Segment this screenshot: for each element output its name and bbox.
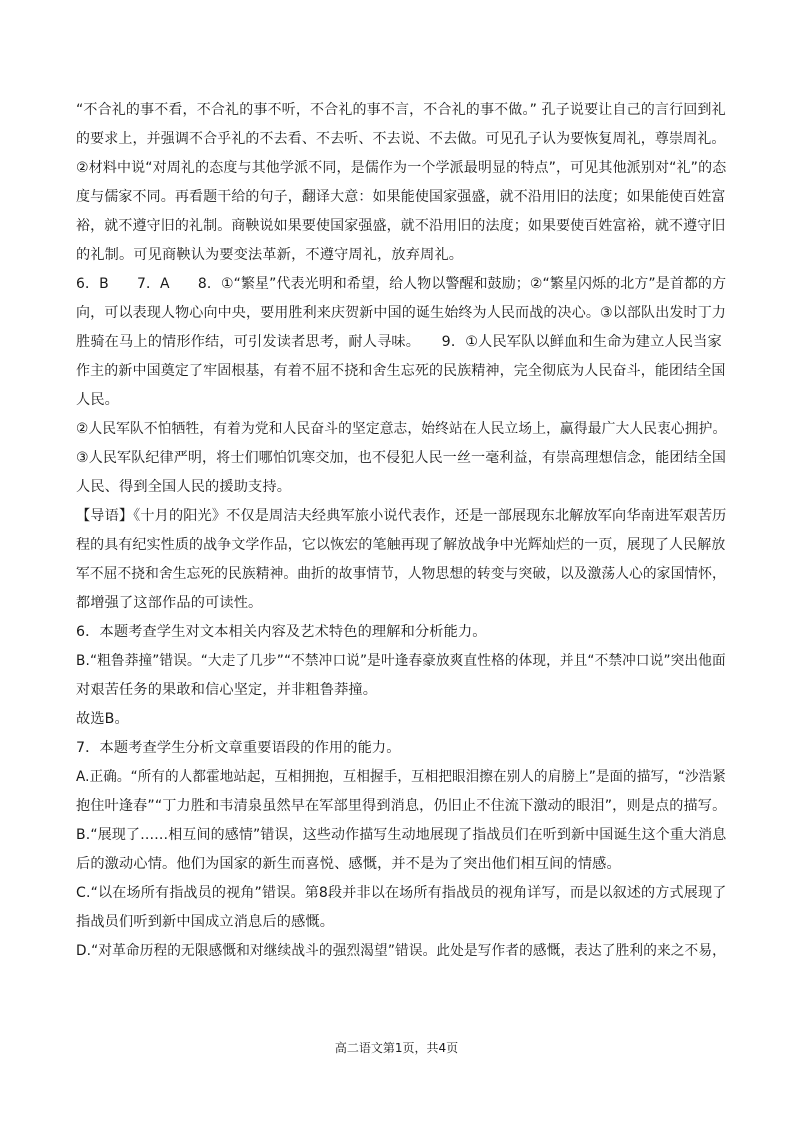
text-line: 后的激动心情。他们为国家的新生而喜悦、感慨，并不是为了突出他们相互间的情感。 <box>76 856 621 872</box>
text-line: B.“展现了……相互间的感情”错误，这些动作描写生动地展现了指战员们在听到新中国诞生这个重大消息 <box>76 827 727 843</box>
guide-line: 【导语】《十月的阳光》不仅是周洁夫经典军旅小说代表作，还是一部展现东北解放军向华南进军艰苦历 <box>76 508 727 524</box>
answer-text-body <box>76 96 726 966</box>
text-line: 人民、得到全国人民的援助支持。 <box>76 479 292 495</box>
text-line: B.“粗鲁莽撞”错误。“大走了几步”“不禁冲口说”是叶逢春豪放爽直性格的体现，并且“不禁冲口说”突出他面 <box>76 653 726 669</box>
text-line: A.正确。“所有的人都霍地站起，互相拥抱，互相握手，互相把眼泪擦在别人的肩膀上”是面的描写，“沙浩紧 <box>76 769 726 785</box>
text-line: 向，可以表现人物心向中央，要用胜利来庆贺新中国的诞生始终为人民而战的决心。③以部队出发时丁力 <box>76 305 727 321</box>
text-line: 度与儒家不同。再看题干给的句子，翻译大意：如果能使国家强盛，就不沿用旧的法度；如果能使百姓富 <box>76 189 726 205</box>
text-line: 指战员们听到新中国成立消息后的感慨。 <box>76 914 335 930</box>
text-line: 对艰苦任务的果敢和信心坚定，并非粗鲁莽撞。 <box>76 682 378 698</box>
text-line: 人民。 <box>76 392 120 408</box>
text-line: D.“对革命历程的无限感慨和对继续战斗的强烈渴望”错误。此处是写作者的感慨，表达了胜利的来之不易， <box>76 943 726 959</box>
text-line: ②材料中说“对周礼的态度与其他学派不同，是儒作为一个学派最明显的特点”，可见其他派别对“礼”的态 <box>76 160 727 176</box>
text-line: 胜骑在马上的情形作结，可引发读者思考，耐人寻味。 9．①人民军队以鲜血和生命为建立人民当家 <box>76 334 722 350</box>
text-line: 程的具有纪实性质的战争文学作品，它以恢宏的笔触再现了解放战争中光辉灿烂的一页，展现了人民解放 <box>76 537 726 553</box>
text-line: ③人民军队纪律严明，将士们哪怕饥寒交加，也不侵犯人民一丝一毫利益，有崇高理想信念，能团结全国 <box>76 450 727 466</box>
text-line: ②人民军队不怕牺牲，有着为党和人民奋斗的坚定意志，始终站在人民立场上，赢得最广大人民衷心拥护。 <box>76 421 727 437</box>
text-line: 故选B。 <box>76 711 129 727</box>
text-line: C.“以在场所有指战员的视角”错误。第8段并非以在场所有指战员的视角详写，而是以叙述的方式展现了 <box>76 885 727 901</box>
question-note: 7．本题考查学生分析文章重要语段的作用的能力。 <box>76 740 401 756</box>
answer-line: 6．B 7．A 8．①“繁星”代表光明和希望，给人物以警醒和鼓励；②“繁星闪烁的北方”是首都的方 <box>76 276 727 292</box>
text-line: 作主的新中国奠定了牢固根基，有着不屈不挠和舍生忘死的民族精神，完全彻底为人民奋斗，能团结全国 <box>76 363 726 379</box>
page-footer: 高二语文第1页，共4页 <box>334 1041 459 1055</box>
text-line: 的要求上，并强调不合乎礼的不去看、不去听、不去说、不去做。可见孔子认为要恢复周礼，尊崇周礼。 <box>76 131 726 147</box>
question-note: 6．本题考查学生对文本相关内容及艺术特色的理解和分析能力。 <box>76 624 487 640</box>
text-line: 的礼制。可见商鞅认为要变法革新，不遵守周礼，放弃周礼。 <box>76 247 464 263</box>
text-line: 都增强了这部作品的可读性。 <box>76 595 263 611</box>
text-line: 裕，就不遵守旧的礼制。商鞅说如果要使国家强盛，就不沿用旧的法度；如果要使百姓富裕，就不遵守旧 <box>76 218 726 234</box>
text-line: “不合礼的事不看，不合礼的事不听，不合礼的事不言，不合礼的事不做。” 孔子说要让自己的言行回到礼 <box>76 102 726 118</box>
text-line: 抱住叶逢春”“丁力胜和韦清泉虽然早在军部里得到消息，仍旧止不住流下激动的眼泪”，则是点的描写。 <box>76 798 727 814</box>
text-line: 军不屈不挠和舍生忘死的民族精神。曲折的故事情节，人物思想的转变与突破，以及激荡人心的家国情怀， <box>76 566 726 582</box>
